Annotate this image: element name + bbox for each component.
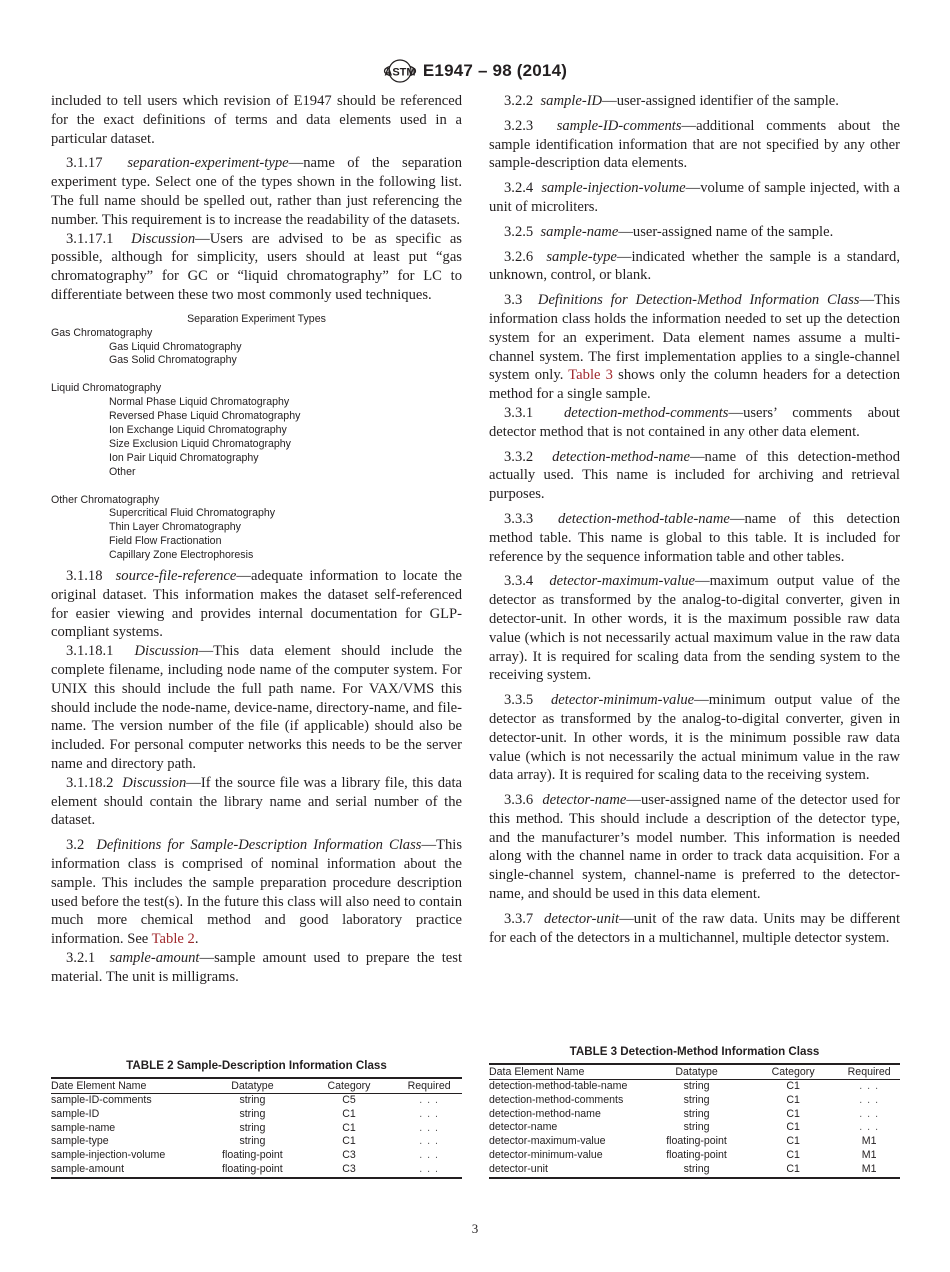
paragraph-3-3-3 xyxy=(489,510,900,566)
left-column xyxy=(51,92,462,987)
section-number: 3.3.7 xyxy=(504,910,534,927)
paragraph-3-1-17 xyxy=(51,154,462,229)
definition: —This information class is comprised of nominal information about the sample. This includes the sample preparation procedure description used before the test(s). In the future this class will also need to contain much more chemical method and good laboratory practice information. See xyxy=(51,837,462,948)
term: Definitions for Sample-Description Information Class xyxy=(96,837,422,854)
table-row: sample-injection-volume floating-point C3 . . . xyxy=(51,1149,439,1162)
section-number: 3.3.2 xyxy=(504,448,534,465)
term: Discussion xyxy=(131,230,196,247)
term: source-file-reference xyxy=(115,568,237,585)
list-item: Capillary Zone Electrophoresis xyxy=(109,549,254,562)
term: Discussion xyxy=(134,643,199,660)
term: detector-unit xyxy=(544,910,620,927)
table-row: detection-method-name string C1 . . . xyxy=(489,1107,880,1120)
table-row: sample-name string C1 . . . xyxy=(51,1121,439,1134)
paragraph-3-3-6 xyxy=(489,791,900,904)
section-number: 3.3.5 xyxy=(504,692,534,709)
paragraph-3-3-2 xyxy=(489,448,900,504)
svg-text:ASTM: ASTM xyxy=(384,66,416,79)
definition: —unit of the raw data. Units may be different for each of the detectors in a multichannel, multiple detector system. xyxy=(489,910,900,946)
paragraph-3-1-18-2 xyxy=(51,774,462,830)
section-number: 3.2.3 xyxy=(504,117,534,134)
term: sample-amount xyxy=(109,949,200,966)
paragraph-revision-note: included to tell users which revision of E1947 should be referenced for the exact definitions of terms and data elements used in a particular dataset. xyxy=(51,93,462,147)
paragraph-3-3: 3.3 Definitions for Detection-Method Information Class—This information class holds the information needed to set up the detection system for an experiment. Data element names assume a multi-channel system. The first implementation applies to a single-channel system only. Table 3 shows only the column headers for a detection method for a single sample. xyxy=(489,292,900,403)
paragraph-3-3-7 xyxy=(489,910,900,948)
column-header: Required xyxy=(847,1066,891,1078)
table-3-link[interactable]: Table 3 xyxy=(568,367,613,384)
paragraph-3-3-1 xyxy=(489,404,900,442)
term: separation-experiment-type xyxy=(127,155,289,172)
table-3-grid xyxy=(489,1063,900,1179)
table-2-grid xyxy=(51,1077,462,1179)
section-number: 3.3.1 xyxy=(504,404,534,421)
list-group: Other Chromatography xyxy=(51,493,160,506)
section-number: 3.1.18 xyxy=(66,568,103,585)
column-header: Data Element Name xyxy=(489,1066,585,1078)
section-number: 3.2.1 xyxy=(66,949,96,966)
definition: —adequate information to locate the original dataset. This information makes the dataset self-referenced for easier viewing and provides internal documentation for GLP-compliant systems. xyxy=(51,568,463,641)
column-header: Date Element Name xyxy=(51,1080,147,1092)
table-3 xyxy=(489,1045,900,1179)
definition: —users’ comments about detector method that is not contained in any other data element. xyxy=(489,404,900,440)
list-item: Gas Solid Chromatography xyxy=(109,354,237,367)
list-item: Normal Phase Liquid Chromatography xyxy=(109,396,290,409)
paragraph-3-2-2 xyxy=(489,92,900,111)
table-caption: TABLE 3 Detection-Method Information Class xyxy=(569,1045,820,1058)
definition: —name of this detection-method actually used. This name is included for archiving and retrieval purposes. xyxy=(489,448,900,503)
list-item: Other xyxy=(109,465,136,478)
definition: —maximum output value of the detector as transformed by the analog-to-digital converter, given in detector-unit. In other words, it is the maximum possible raw data value (which is not necessarily actual maximum value in the raw data array). It is required for scaling data from the sending system to the receiving system. xyxy=(489,573,900,684)
section-number: 3.2.4 xyxy=(504,180,534,197)
list-item: Thin Layer Chromatography xyxy=(109,521,241,534)
list-item: Field Flow Fractionation xyxy=(109,535,222,548)
paragraph-3-2-3 xyxy=(489,117,900,173)
definition: —volume of sample injected, with a unit of microliters. xyxy=(489,180,901,215)
term: sample-name xyxy=(540,223,619,240)
paragraph-3-1-17-1 xyxy=(51,230,462,305)
section-number: 3.1.18.2 xyxy=(66,774,114,791)
list-title: Separation Experiment Types xyxy=(187,312,326,325)
definition: —user-assigned identifier of the sample. xyxy=(602,93,839,109)
paragraph-3-2-5 xyxy=(489,223,900,242)
table-caption: TABLE 2 Sample-Description Information Class xyxy=(126,1059,387,1072)
term: sample-ID xyxy=(540,93,603,109)
column-header: Datatype xyxy=(231,1080,274,1092)
definition: —name of this detection method table. This name is global to this table. It is included for reference by the sequence information table and other tables. xyxy=(489,510,901,565)
table-row: detection-method-comments string C1 . . . xyxy=(489,1093,880,1106)
paragraph-3-1-18-1 xyxy=(51,642,462,774)
table-row: detection-method-table-name string C1 . . . xyxy=(489,1080,880,1092)
term: detector-maximum-value xyxy=(549,573,695,590)
page-header xyxy=(0,56,950,86)
table-2 xyxy=(51,1059,462,1179)
definition: —If the source file was a library file, this data element should contain the library name and serial number of the dataset. xyxy=(51,774,463,829)
column-header: Datatype xyxy=(675,1066,718,1078)
term: detection-method-table-name xyxy=(558,510,730,527)
definition: —Users are advised to be as specific as possible, although for simplicity, users should at least put “gas chromatography” for GC or “liquid chromatography” for LC to differentiate between these two most commonly used techniques. xyxy=(51,230,462,303)
term: Definitions for Detection-Method Information Class xyxy=(537,292,860,309)
table-row: sample-ID-comments string C5 . . . xyxy=(51,1094,439,1106)
list-item: Supercritical Fluid Chromatography xyxy=(109,507,276,520)
right-column xyxy=(489,92,900,947)
section-number: 3.3 xyxy=(504,292,523,309)
separation-experiment-types-list xyxy=(51,313,462,563)
table-header-row xyxy=(489,1064,900,1080)
section-number: 3.2.2 xyxy=(504,93,534,109)
term: sample-injection-volume xyxy=(541,180,686,197)
list-item: Reversed Phase Liquid Chromatography xyxy=(109,410,301,423)
paragraph-3-2-6 xyxy=(489,248,900,286)
column-header: Required xyxy=(407,1080,451,1092)
table-2-link[interactable]: Table 2 xyxy=(151,931,195,948)
definition: —minimum output value of the detector as transformed by the analog-to-digital converter, given in detector-unit. In other words, it is the minimum possible raw data value (which is not necessarily the actual minimum value in the raw data array). It is required for scaling data to the receiving system. xyxy=(489,692,900,784)
column-header: Category xyxy=(327,1080,371,1092)
definition: —sample amount used to prepare the test material. The unit is milligrams. xyxy=(51,949,462,985)
table-row: detector-unit string C1 M1 xyxy=(489,1163,900,1178)
section-number: 3.2 xyxy=(66,837,85,854)
section-number: 3.3.6 xyxy=(504,792,534,809)
list-item: Size Exclusion Liquid Chromatography xyxy=(109,437,291,450)
paragraph-3-3-5 xyxy=(489,691,900,785)
paragraph-3-2-1 xyxy=(51,949,462,987)
list-item: Ion Exchange Liquid Chromatography xyxy=(109,424,287,436)
section-number: 3.3.3 xyxy=(504,510,534,527)
term: detection-method-comments xyxy=(563,404,729,421)
table-row: sample-amount floating-point C3 . . . xyxy=(51,1163,462,1178)
section-number: 3.1.17 xyxy=(66,155,103,172)
table-row: detector-name string C1 . . . xyxy=(489,1121,880,1134)
definition: —additional comments about the sample identification information that are not specified by any other sample-description data elements. xyxy=(489,117,900,172)
term: sample-type xyxy=(546,248,617,265)
list-item: Gas Liquid Chromatography xyxy=(109,340,242,353)
term: sample-ID-comments xyxy=(556,117,682,134)
definition: —indicated whether the sample is a standard, unknown, control, or blank. xyxy=(489,248,900,284)
table-row: sample-type string C1 . . . xyxy=(51,1135,439,1148)
astm-logo-icon xyxy=(383,56,417,86)
definition: —This information class holds the information needed to set up the detection system for an experiment. Data element names assume a multi-channel system. The first implementation applies to a single-channel system only. xyxy=(489,292,900,384)
paragraph-3-2: 3.2 Definitions for Sample-Description Information Class—This information class is comprised of nominal information about the sample. This includes the sample preparation procedure description used before the test(s). In the future this class will also need to contain much more chemical method and good laboratory practice information. See Table 2. xyxy=(51,837,462,948)
section-number: 3.1.17.1 xyxy=(66,230,114,247)
column-header: Category xyxy=(771,1066,815,1078)
definition: —name of the separation experiment type. Select one of the types shown in the following list. The full name should be spelled out, rather than just referencing the number. This requirement is to increase the readability of the datasets. xyxy=(51,155,462,228)
term: detection-method-name xyxy=(552,448,690,465)
page-number: 3 xyxy=(471,1221,479,1236)
definition: —This data element should include the complete filename, including node name of the computer system. For UNIX this should include the full path name. For VAX/VMS this should include the node-name, device-name, directory-name, and file-name. The version number of the file (if applicable) should also be included. For personal computer networks this needs to be the server name and directory path. xyxy=(51,643,463,773)
table-header-row xyxy=(51,1078,462,1094)
term: detector-minimum-value xyxy=(550,692,695,709)
paragraph-3-2-4 xyxy=(489,179,900,217)
section-number: 3.2.6 xyxy=(504,248,534,265)
list-group: Gas Chromatography xyxy=(51,326,153,339)
definition: —user-assigned name of the sample. xyxy=(618,223,834,240)
list-item: Ion Pair Liquid Chromatography xyxy=(109,451,259,464)
table-row: sample-ID string C1 . . . xyxy=(51,1107,439,1120)
definition: —user-assigned name of the detector used for this method. This should include a description of the detector type, and the manufacturer’s model number. This information is needed along with the channel name in order to track data acquisition. For a single-channel system, channel-name is preferred to the detector-name, and should be used in this data element. xyxy=(489,792,900,903)
section-number: 3.1.18.1 xyxy=(66,643,114,660)
list-group: Liquid Chromatography xyxy=(51,382,162,395)
section-number: 3.2.5 xyxy=(504,223,534,240)
section-number: 3.3.4 xyxy=(504,573,534,590)
table-row: detector-maximum-value floating-point C1 M1 xyxy=(489,1135,877,1148)
table-row: detector-minimum-value floating-point C1 M1 xyxy=(489,1148,877,1161)
term: Discussion xyxy=(122,774,187,791)
paragraph-3-1-18 xyxy=(51,567,462,642)
term: detector-name xyxy=(542,792,627,809)
paragraph-3-3-4 xyxy=(489,572,900,685)
standard-designation: E1947 – 98 (2014) xyxy=(422,61,568,80)
